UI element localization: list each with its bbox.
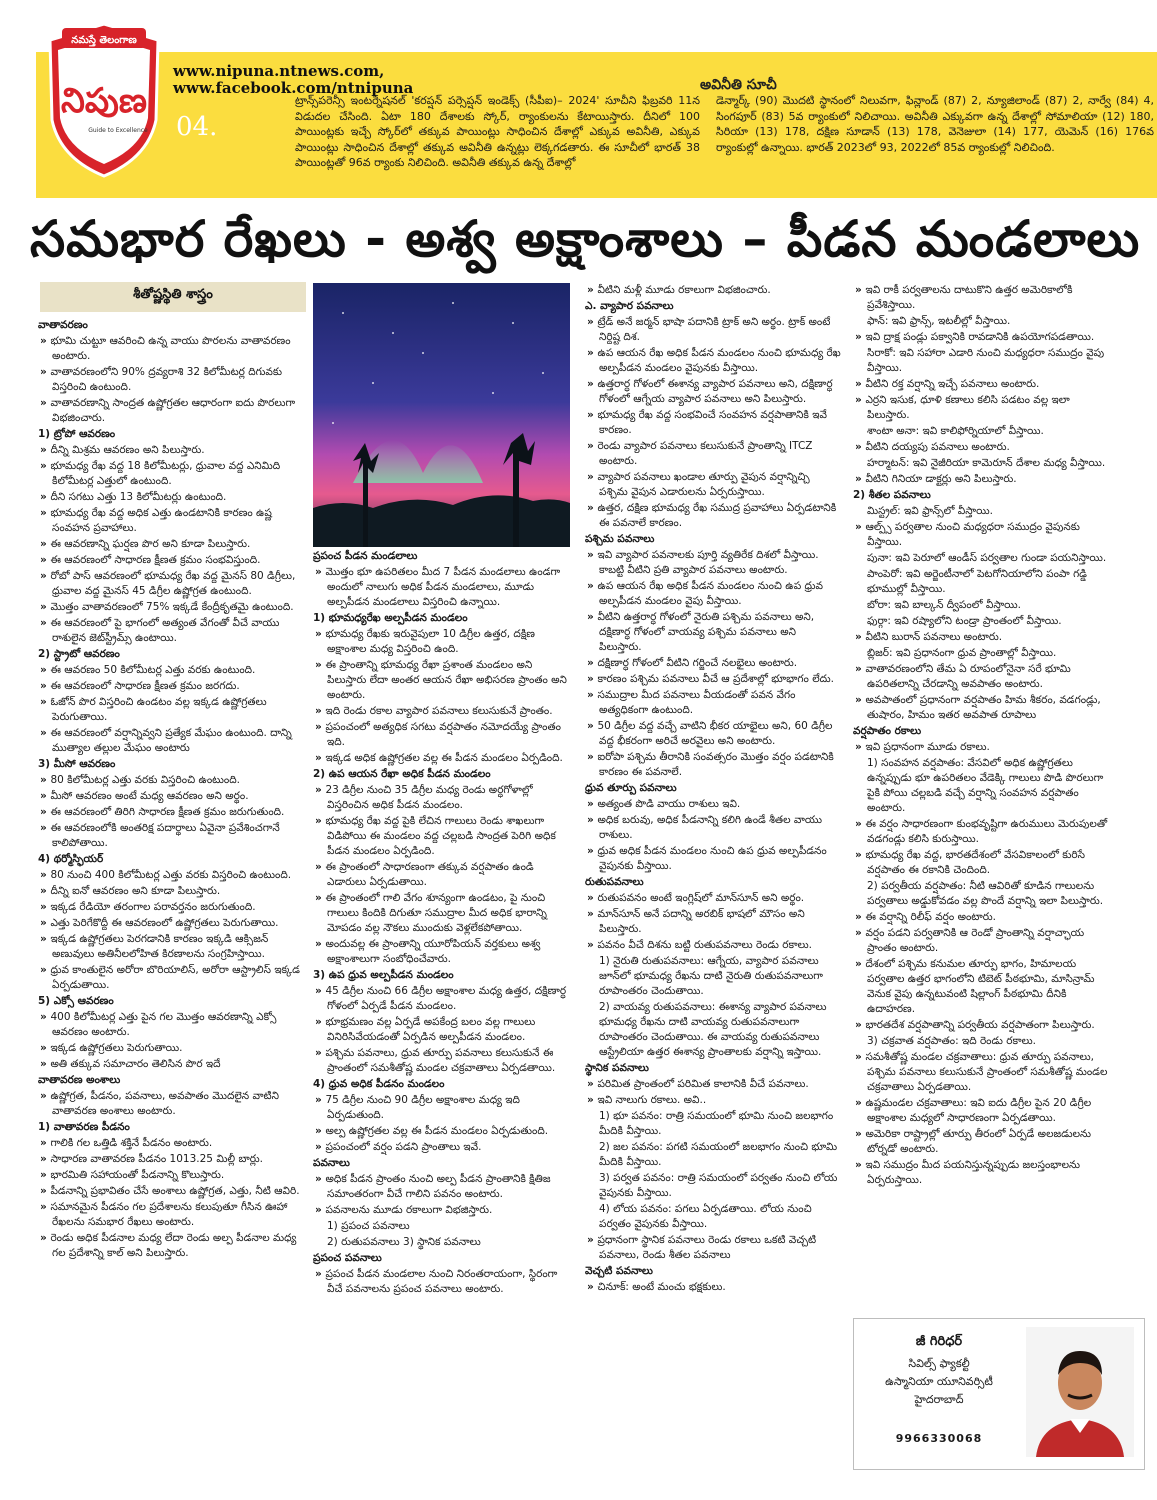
website-url[interactable]: www.nipuna.ntnews.com, (173, 62, 385, 80)
bullet-item: » 400 కిలోమీటర్ల ఎత్తు పైన గల మొత్తం ఆవరణాన్ని ఎక్సో ఆవరణం అంటారు. (38, 1010, 306, 1040)
bullet-item: » వర్షం పడని పర్వతానికి ఆ రెండో ప్రాంతాన్ని వర్షాచ్ఛాయ ప్రాంతం అంటారు. (853, 926, 1113, 956)
bullet-item: » వీటిని దయ్యపు పవనాలు అంటారు. (853, 440, 1113, 455)
author-role (854, 1355, 1024, 1409)
bullet-item: 3) చక్రవాత వర్షపాతం: ఇది రెండు రకాలు. (867, 1035, 1036, 1047)
column-1 (38, 317, 306, 1261)
bullet-item: 2) రుతుపవనాలు 3) స్థానిక పవనాలు (327, 1236, 481, 1248)
bullet-item: » ఈ ప్రాంతంలో గాలి వేగం శూన్యంగా ఉండటం, పై నుంచి గాలులు కిందికి దిగుతూ సముద్రాల మీద అధిక భారాన్ని మోపడం వల్ల నౌకలు ముందుకు వెళ్లలేకపోతాయి. (313, 891, 569, 936)
subheading: ప్రపంచ పీడన మండలాలు (313, 550, 418, 562)
author-role-2: ఉస్మానియా యూనివర్సిటీ (885, 1375, 993, 1388)
subheading: 4) థర్మోస్ఫియర్ (38, 853, 104, 865)
bullet-item: » వాతావరణంలోని తేమ ఏ రూపంలోనైనా సరే భూమి ఉపరితలాన్ని చేరడాన్ని అవపాతం అంటారు. (853, 662, 1113, 692)
bullet-item: » 80 నుంచి 400 కిలోమీటర్ల ఎత్తు వరకు విస్తరించి ఉంటుంది. (38, 868, 306, 883)
bullet-item: » 23 డిగ్రీల నుంచి 35 డిగ్రీల మధ్య రెండు అర్ధగోళాల్లో విస్తరించిన అధిక పీడన మండలం. (313, 783, 569, 813)
bullet-item: » భారతదేశ వర్షపాతాన్ని పర్వతీయ వర్షపాతంగా పిలుస్తారు. (853, 1018, 1113, 1033)
bullet-item: » ఈ ఆవరణంలో తిరిగి సాధారణ క్షీణత క్రమం జరుగుతుంది. (38, 805, 306, 820)
bullet-item: » ఈ ప్రాంతాన్ని భూమధ్య రేఖా ప్రశాంత మండలం అని పిలుస్తారు లేదా అంతర ఆయన రేఖా అభిసరణ ప్రాంతం అని అంటారు. (313, 658, 569, 703)
bullet-item: » ఇవి రాకీ పర్వతాలను దాటుకొని ఉత్తర అమెరికాలోకి ప్రవేశిస్తాయి. (853, 283, 1113, 313)
bullet-item: » ఉత్తర, దక్షిణ భూమధ్య రేఖ సముద్ర ప్రవాహాలు ఏర్పడటానికి ఈ పవనాలే కారణం. (585, 501, 841, 531)
subheading: పశ్చిమ పవనాలు (585, 533, 655, 545)
nipuna-logo (44, 20, 164, 180)
bullet-item: » ఎర్రని ఇసుక, ధూళి కణాలు కలిసి పడటం వల్ల ఇలా పిలుస్తారు. (853, 393, 1113, 423)
author-name: జీ గిరిధర్ (915, 1334, 963, 1349)
bullet-item: » ఉష్ణమండల చక్రవాతాలు: ఇవి ఐదు డిగ్రీల పైన 20 డిగ్రీల అక్షాంశాల మధ్యలో సాధారణంగా ఏర్పడతాయి. (853, 1096, 1113, 1126)
bullet-item: శాంటా అనా: ఇవి కాలిఫోర్నియాలో వీస్తాయి. (867, 425, 1044, 437)
bullet-item: » ఇక్కడ ఉష్ణోగ్రతలు పెరగడానికి కారణం ఇక్కడి ఆక్సిజన్ అణువులు అతినీలలోహిత కిరణాలను సంగ్రహిస్తాయి. (38, 932, 306, 962)
shield-logo-icon (44, 20, 164, 180)
bullet-item: » భూభ్రమణం వల్ల ఏర్పడే అపకేంద్ర బలం వల్ల గాలులు వినిరిసివేయడంతో ఏర్పడిన అల్పపీడన మండలం. (313, 1015, 569, 1045)
author-photo (1026, 1327, 1134, 1457)
bullet-item: » ఎత్తు పెరిగేకొద్దీ ఈ ఆవరణంలో ఉష్ణోగ్రతలు పెరుగుతాయి. (38, 916, 306, 931)
bullet-item: » ప్రపంచ పీడన మండలాల నుంచి నిరంతరాయంగా, స్థిరంగా వీచే పవనాలను ప్రపంచ పవనాలు అంటారు. (313, 1267, 569, 1297)
bullet-item: మిస్ట్రల్: ఇవి ఫ్రాన్స్‌లో వీస్తాయి. (867, 505, 993, 517)
bullet-item: » వీటిని రక్త వర్షాన్ని ఇచ్చే పవనాలు అంటారు. (853, 377, 1113, 392)
bullet-item: » వీటిని మళ్లీ మూడు రకాలుగా విభజించారు. (585, 283, 841, 298)
bullet-item: » ఇక్కడ రేడియో తరంగాల పరావర్తనం జరుగుతుంది. (38, 900, 306, 915)
subheading: వాతావరణ అంశాలు (38, 1074, 121, 1086)
bullet-item: 3) పర్వత పవనం: రాత్రి సమయంలో పర్వతం నుంచి లోయ వైపునకు వీస్తాయి. (599, 1172, 838, 1199)
bullet-item: » రెండు అధిక పీడనాల మధ్య లేదా రెండు అల్ప పీడనాల మధ్య గల ప్రదేశాన్ని కాల్ అని పిలుస్తారు. (38, 1231, 306, 1261)
subheading: వెచ్చటి పవనాలు (585, 1265, 653, 1277)
bullet-item: » అతి తక్కువ సమాచారం తెలిసిన పొర ఇదే (38, 1057, 306, 1072)
bullet-item: హర్మాటన్: ఇవి నైజీరియా కామెరూన్ దేశాల మధ్య వీస్తాయి. (867, 457, 1106, 469)
section-title: శీతోష్ణస్థితి శాస్త్రం (133, 287, 213, 302)
bullet-item: » సాధారణ వాతావరణ పీడనం 1013.25 మిల్లీ బార్లు. (38, 1152, 306, 1167)
bullet-item: » గాలికి గల ఒత్తిడి శక్తినే పీడనం అంటారు. (38, 1136, 306, 1151)
bullet-item: » అధిక పీడన ప్రాంతం నుంచి అల్ప పీడన ప్రాంతానికి క్షితిజ సమాంతరంగా వీచే గాలిని పవనం అంటారు. (313, 1172, 569, 1202)
subheading: 4) ధ్రువ అధిక పీడనం మండలం (313, 1078, 445, 1090)
bullet-item: » భూమధ్య రేఖ వద్ద, భారతదేశంలో వేసవికాలంలో కురిసే వర్షపాతం ఈ రకానికి చెందింది. (853, 848, 1113, 878)
bullet-item: » భూమధ్య రేఖకు ఇరువైపులా 10 డిగ్రీల ఉత్తర, దక్షిణ అక్షాంశాల మధ్య విస్తరించి ఉంది. (313, 627, 569, 657)
bullet-item: » 75 డిగ్రీల నుంచి 90 డిగ్రీల అక్షాంశాల మధ్య ఇది ఏర్పడుతుంది. (313, 1093, 569, 1123)
bullet-item: » ఈ వర్షం సాధారణంగా కుంభవృష్టిగా ఉరుములు మెరుపులతో వడగండ్లు కలిసి కురుస్తాయి. (853, 817, 1113, 847)
bullet-item: 2) పర్వతీయ వర్షపాతం: నీటి ఆవిరితో కూడిన గాలులను పర్వతాలు అడ్డుకోవడం వల్ల పొందే వర్షాన్ని ఇలా పిలుస్తారు. (867, 880, 1104, 907)
bullet-item: » భూమధ్య రేఖ వద్ద పైకి లేచిన గాలులు రెండు శాఖలుగా విడిపోయి ఈ మండలం వద్ద చల్లబడి సాంద్రత పెరిగి అధిక పీడన మండలం ఏర్పడింది. (313, 814, 569, 859)
bullet-item: » మాన్‌సూన్ అనే పదాన్ని అరబిక్ భాషలో మౌసం అని పిలుస్తారు. (585, 907, 841, 937)
bullet-item: 2) జల పవనం: పగటి సమయంలో జలభాగం నుంచి భూమి మీదికి వీస్తాయి. (599, 1141, 838, 1168)
bullet-item: » రోబో పాస్ ఆవరణంలో భూమధ్య రేఖ వద్ద మైనస్ 80 డిగ్రీలు, ధ్రువాల వద్ద మైనస్ 45 డిగ్రీల ఉష్ణోగ్రత ఉంటుంది. (38, 569, 306, 599)
bullet-item: » కారణం పశ్చిమ పవనాలు వీచే ఆ ప్రదేశాల్లో భూభాగం లేదు. (585, 672, 841, 687)
bullet-item: » దీని సగటు ఎత్తు 13 కిలోమీటర్లు ఉంటుంది. (38, 490, 306, 505)
bullet-item: » ఓజోన్ పొర విస్తరించి ఉండటం వల్ల ఇక్కడ ఉష్ణోగ్రతలు పెరుగుతాయి. (38, 695, 306, 725)
author-role-3: హైదరాబాద్ (914, 1393, 964, 1406)
bullet-item: » 80 కిలోమీటర్ల ఎత్తు వరకు విస్తరించి ఉంటుంది. (38, 773, 306, 788)
bullet-item: బ్లిజర్: ఇవి ప్రధానంగా ధ్రువ ప్రాంతాల్లో వీస్తాయి. (867, 647, 1057, 659)
bullet-item: » ఉష్ణోగ్రత, పీడనం, పవనాలు, అవపాతం మొదలైన వాటిని వాతావరణ అంశాలు అంటారు. (38, 1089, 306, 1119)
bullet-item: » ప్రపంచంలో అత్యధిక సగటు వర్షపాతం నమోదయ్యే ప్రాంతం ఇది. (313, 720, 569, 750)
bullet-item: » భూమధ్య రేఖ వద్ద అధిక ఎత్తు ఉండటానికి కారణం ఉష్ణ సంవహన ప్రవాహాలు. (38, 506, 306, 536)
bullet-item: ఫుర్గా: ఇవి రష్యాలోని టండ్రా ప్రాంతంలో వీస్తాయి. (867, 615, 1062, 627)
bullet-item: » దక్షిణార్ధ గోళంలో వీటిని గర్జించే నలభైలు అంటారు. (585, 656, 841, 671)
bullet-item: » సమశీతోష్ణ మండల చక్రవాతాలు: ధ్రువ తూర్పు పవనాలు, పశ్చిమ పవనాలు కలుసుకునే ప్రాంతంలో సమశీతోష్ణ మండల చక్రవాతాలు ఏర్పడతాయి. (853, 1050, 1113, 1095)
bullet-item: » అమెరికా రాష్ట్రాల్లో తూర్పు తీరంలో ఏర్పడే అలజడులను టోర్నడో అంటారు. (853, 1127, 1113, 1157)
bullet-item: » ఇవి ప్రధానంగా మూడు రకాలు. (853, 740, 1113, 755)
subheading: పవనాలు (313, 1157, 350, 1169)
subheading: ధ్రువ తూర్పు పవనాలు (585, 782, 677, 794)
subheading: 1) భూమధ్యరేఖ అల్పపీడన మండలం (313, 612, 468, 624)
bullet-item: » ఇవి సముద్రం మీద పయనిస్తున్నప్పుడు జలస్తంభాలను ఏర్పరుస్తాయి. (853, 1158, 1113, 1188)
bullet-item: » ఈ ఆవరణంలో వర్షాన్నివ్వని ప్రత్యేక మేఘం ఉంటుంది. దాన్ని ముత్యాల తల్లుల మేఘం అంటారు (38, 726, 306, 756)
bullet-item: » పవనాలను మూడు రకాలుగా విభజిస్తారు. (313, 1203, 569, 1218)
bullet-item: » దీన్ని ఐనో ఆవరణం అని కూడా పిలుస్తారు. (38, 884, 306, 899)
cpi-box-title: అవినీతి సూచీ (700, 77, 777, 93)
bullet-item: » వీటిని ఉత్తరార్ధ గోళంలో నైరుతి పశ్చిమ పవనాలు అని, దక్షిణార్ధ గోళంలో వాయవ్య పశ్చిమ పవనాలు అని పిలుస్తారు. (585, 610, 841, 655)
bullet-item: » దేశంలో పశ్చిమ కనుమల తూర్పు భాగం, హిమాలయ పర్వతాల ఉత్తర భాగంలోని టిబెట్ పీఠభూమి, మాసిన్రామ్ వెనుక వైపు ఉన్నటువంటి షిల్లాంగ్ పీఠభూమి దీనికి ఉదాహరణ. (853, 957, 1113, 1017)
bullet-item: » ధ్రువ అధిక పీడన మండలం నుంచి ఉప ధ్రువ అల్పపీడనం వైపునకు వీస్తాయి. (585, 844, 841, 874)
tagline-text: నమస్తే తెలంగాణ (71, 35, 137, 46)
author-box (853, 1318, 1145, 1470)
bullet-item: » భారమితి సహాయంతో పీడనాన్ని కొలుస్తారు. (38, 1168, 306, 1183)
bullet-item: పునా: ఇవి పెరూలో ఆండీస్ పర్వతాల గుండా పయనిస్తాయి. (867, 552, 1107, 564)
bullet-item: » ఈ వర్షాన్ని రిలీఫ్ వర్షం అంటారు. (853, 910, 1113, 925)
subheading: 2) స్ట్రాటో ఆవరణం (38, 648, 120, 660)
bullet-item: ఫాన్: ఇవి ఫ్రాన్స్, ఇటలీల్లో వీస్తాయి. (867, 315, 1011, 327)
bullet-item: » రుతుపవనం అంటే ఇంగ్లిష్‌లో మాన్‌సూన్ అని అర్థం. (585, 891, 841, 906)
subheading: వాతావరణం (38, 319, 88, 331)
subheading: స్థానిక పవనాలు (585, 1062, 649, 1074)
bullet-item: 1) నైరుతి రుతుపవనాలు: ఆగ్నేయ, వ్యాపార పవనాలు జూన్‌లో భూమధ్య రేఖను దాటి నైరుతి రుతుపవనాలుగా రూపాంతరం చెందుతాయి. (599, 955, 823, 997)
bullet-item: » ఇవి ద్రాక్ష పండ్లు పక్వానికి రావడానికి ఉపయోగపడతాయి. (853, 330, 1113, 345)
logo-text: నిపుణ (61, 81, 147, 121)
bullet-item: » ఇది రెండు రకాల వ్యాపార పవనాలు కలుసుకునే ప్రాంతం. (313, 704, 569, 719)
bullet-item: » ఉత్తరార్ధ గోళంలో ఈశాన్య వ్యాపార పవనాలు అని, దక్షిణార్ధ గోళంలో ఆగ్నేయ వ్యాపార పవనాలు అని పిలుస్తారు. (585, 377, 841, 407)
cpi-text-right: డెన్మార్క్ (90) మొదటి స్థానంలో నిలువగా, ఫిన్లాండ్ (87) 2, న్యూజిలాండ్ (87) 2, నార్వే (84) 4, సింగపూర్ (83) 5వ ర్యాంకులో నిలిచాయి. అవినీతి ఎక్కువగా ఉన్న దేశాల్లో సోమాలియా (12) 180, సిరియా (13) 178, దక్షిణ సూడాన్ (13) 178, వెనెజులా (14) 177, యెమెన్ (16) 176వ ర్యాంకుల్లో ఉన్నాయి. భారత్ 2023లో 93, 2022లో 85వ ర్యాంకుల్లో నిలిచింది. (716, 94, 1154, 154)
bullet-item: » ఉప ఆయన రేఖ అధిక పీడన మండలం నుంచి భూమధ్య రేఖ అల్పపీడన మండలం వైపునకు వీస్తాయి. (585, 346, 841, 376)
subheading: 3) మీసో ఆవరణం (38, 758, 116, 770)
bullet-item: » 50 డిగ్రీల వద్ద వచ్చే వాటిని భీకర యాభైలు అని, 60 డిగ్రీల వద్ద భీకరంగా అరిచే అరవైలు అని అంటారు. (585, 719, 841, 749)
bullet-item: » రెండు వ్యాపార పవనాలు కలుసుకునే ప్రాంతాన్ని ITCZ అంటారు. (585, 439, 841, 469)
bullet-item: » ఆల్ప్స్ పర్వతాల నుంచి మధ్యధరా సముద్రం వైపునకు వీస్తాయి. (853, 520, 1113, 550)
column-2 (313, 548, 569, 1297)
bullet-item: సిరాకో: ఇవి సహారా ఎడారి నుంచి మధ్యధరా సముద్రం వైపు వీస్తాయి. (867, 347, 1105, 374)
bullet-item: » భూమధ్య రేఖ వద్ద సంభవించే సంవహన వర్షపాతానికి ఇవే కారణం. (585, 408, 841, 438)
aurora-photo-icon (313, 283, 570, 547)
bullet-item: బోరా: ఇవి బాల్కన్ ద్వీపంలో వీస్తాయి. (867, 599, 1021, 611)
subheading: రుతుపవనాలు (585, 876, 644, 888)
headline: సమభార రేఖలు - అశ్వ అక్షాంశాలు – పీడన మండలాలు (30, 210, 1141, 268)
bullet-item: » ఐరోపా పశ్చిమ తీరానికి సంవత్సరం మొత్తం వర్షం పడటానికి కారణం ఈ పవనాలే. (585, 750, 841, 780)
bullet-item: » ఈ ఆవరణాన్ని ఘర్షణ పొర అని కూడా పిలుస్తారు. (38, 537, 306, 552)
subheading: వర్షపాతం రకాలు (853, 725, 922, 737)
column-3 (585, 282, 841, 1295)
logo-sub-text: Guide to Excellence (88, 127, 148, 134)
bullet-item: 1) సంవహన వర్షపాతం: వేసవిలో అధిక ఉష్ణోగ్రతలు ఉన్నప్పుడు భూ ఉపరితలం వేడెక్కి గాలులు పొడి పొరలుగా పైకి పోయి చల్లబడి వచ్చే వర్షాన్ని సంవహన వర్షపాతం అంటారు. (867, 757, 1104, 814)
bullet-item: » ఇవి వ్యాపార పవనాలకు పూర్తి వ్యతిరేక దిశలో వీస్తాయి. కాబట్టి వీటిని ప్రతి వ్యాపార పవనాలు అంటారు. (585, 548, 841, 578)
subheading: ప్రపంచ పవనాలు (313, 1252, 382, 1264)
author-portrait-icon (1026, 1327, 1134, 1457)
aurora-photo (313, 283, 570, 547)
bullet-item: » ఈ ఆవరణం 50 కిలోమీటర్ల ఎత్తు వరకు ఉంటుంది. (38, 663, 306, 678)
bullet-item: » ట్రేడ్ అనే జర్మన్ భాషా పదానికి ట్రాక్ అని అర్థం. ట్రాక్ అంటే నిర్దిష్ట దిశ. (585, 315, 841, 345)
bullet-item: 4) లోయ పవనం: పగలు ఏర్పడతాయి. లోయ నుంచి పర్వతం వైపునకు వీస్తాయి. (599, 1203, 812, 1230)
bullet-item: » పరిమిత ప్రాంతంలో పరిమిత కాలానికి వీచే పవనాలు. (585, 1077, 841, 1092)
bullet-item: » మొత్తం వాతావరణంలో 75% ఇక్కడే కేంద్రీకృతమై ఉంటుంది. (38, 600, 306, 615)
subheading: 2) శీతల పవనాలు (853, 489, 931, 501)
bullet-item: » వీటిని బురాన్ పవనాలు అంటారు. (853, 630, 1113, 645)
urls (173, 63, 413, 97)
bullet-item: » ఉప ఆయన రేఖ అధిక పీడన మండలం నుంచి ఉప ధ్రువ అల్పపీడన మండలం వైపు వీస్తాయి. (585, 579, 841, 609)
subheading: 2) ఉప ఆయన రేఖా అధిక పీడన మండలం (313, 768, 491, 780)
bullet-item: » అందువల్ల ఈ ప్రాంతాన్ని యూరోపియన్ వర్తకులు అశ్వ అక్షాంశాలుగా సంబోధించేవారు. (313, 937, 569, 967)
bullet-item: » ప్రపంచంలో వర్షం పడని ప్రాంతాలు ఇవే. (313, 1140, 569, 1155)
bullet-item: 1) భూ పవనం: రాత్రి సమయంలో భూమి నుంచి జలభాగం మీదికి వీస్తాయి. (599, 1110, 834, 1137)
bullet-item: » భూమి చుట్టూ ఆవరించి ఉన్న వాయు పొరలను వాతావరణం అంటారు. (38, 334, 306, 364)
bullet-item: » పశ్చిమ పవనాలు, ధ్రువ తూర్పు పవనాలు కలుసుకునే ఈ ప్రాంతంలో సమశీతోష్ణ మండల చక్రవాతాలు ఏర్పడతాయి. (313, 1046, 569, 1076)
bullet-item: » ఇక్కడ ఉష్ణోగ్రతలు పెరుగుతాయి. (38, 1041, 306, 1056)
subheading: 1) ట్రోపో ఆవరణం (38, 428, 116, 440)
bullet-item: 2) వాయవ్య రుతుపవనాలు: ఈశాన్య వ్యాపార పవనాలు భూమధ్య రేఖను దాటి వాయవ్య రుతుపవనాలుగా రూపాంతరం చెందుతాయి. ఈ వాయవ్య రుతుపవనాలు ఆస్ట్రేలియా ఉత్తర ఈశాన్య ప్రాంతాలకు వర్షాన్ని ఇస్తాయి. (599, 1001, 827, 1058)
bullet-item: » అవపాతంలో ప్రధానంగా వర్షపాతం హిమ శీకరం, వడగండ్లు, తుషారం, హిమం ఇతర అవపాత రూపాలు (853, 693, 1113, 723)
bullet-item: » 45 డిగ్రీల నుంచి 66 డిగ్రీల అక్షాంశాల మధ్య ఉత్తర, దక్షిణార్ధ గోళంలో ఏర్పడే పీడన మండలం. (313, 984, 569, 1014)
bullet-item: » ఈ ఆవరణంలో పై భాగంలో అత్యంత వేగంతో వీచే వాయు రాశులైన జెట్‌స్ట్రీమ్స్ ఉంటాయి. (38, 616, 306, 646)
bullet-item: » వ్యాపార పవనాలు ఖండాల తూర్పు వైపున వర్షాన్నిచ్చి పశ్చిమ వైపున ఎడారులను ఏర్పరుస్తాయి. (585, 470, 841, 500)
bullet-item: » ఈ ఆవరణంలో సాధారణ క్షీణత క్రమం సంభవిస్తుంది. (38, 553, 306, 568)
issue-number: 04. (176, 112, 218, 142)
author-role-1: సివిల్స్ ఫ్యాకల్టీ (908, 1357, 970, 1370)
bullet-item: » అధిక బరువు, అధిక పీడనాన్ని కలిగి ఉండే శీతల వాయు రాశులు. (585, 813, 841, 843)
bullet-item: పాంపెరో: ఇవి అర్జెంటీనాలో పెటగోనియాలోని పంపా గడ్డి భూముల్లో వీస్తాయి. (867, 568, 1087, 595)
subheading: 1) వాతావరణ పీడనం (38, 1121, 130, 1133)
bullet-item: » ఈ ఆవరణంలో సాధారణ క్షీణత క్రమం జరగదు. (38, 679, 306, 694)
bullet-item: » సముద్రాల మీద పవనాలు వీయడంతో పవన వేగం అత్యధికంగా ఉంటుంది. (585, 688, 841, 718)
bullet-item: » మొత్తం భూ ఉపరితలం మీద 7 పీడన మండలాలు ఉండగా అందులో నాలుగు అధిక పీడన మండలాలు, మూడు అల్పపీడన మండలాలు విస్తరించి ఉన్నాయి. (313, 565, 569, 610)
bullet-item: » ప్రధానంగా స్థానిక పవనాలు రెండు రకాలు ఒకటి వెచ్చటి పవనాలు, రెండు శీతల పవనాలు (585, 1233, 841, 1263)
author-phone: 9966330068 (895, 1432, 983, 1445)
bullet-item: » ఇక్కడ అధిక ఉష్ణోగ్రతల వల్ల ఈ పీడన మండలం ఏర్పడింది. (313, 751, 569, 766)
bullet-item: » భూమధ్య రేఖ వద్ద 18 కిలోమీటర్లు, ధ్రువాల వద్ద ఎనిమిది కిలోమీటర్ల ఎత్తులో ఉంటుంది. (38, 459, 306, 489)
bullet-item: » చినూక్: అంటే మంచు భక్షకులు. (585, 1280, 841, 1295)
bullet-item: » ఈ ప్రాంతంలో సాధారణంగా తక్కువ వర్షపాతం ఉండి ఎడారులు ఏర్పడుతాయి. (313, 860, 569, 890)
subheading: 3) ఉప ధ్రువ అల్పపీడన మండలం (313, 969, 454, 981)
bullet-item: » మీసో ఆవరణం అంటే మధ్య ఆవరణం అని అర్థం. (38, 789, 306, 804)
bullet-item: » వాతావరణాన్ని సాంద్రత ఉష్ణోగ్రతల ఆధారంగా ఐదు పొరలుగా విభజించారు. (38, 396, 306, 426)
bullet-item: » పీడనాన్ని ప్రభావితం చేసే అంశాలు ఉష్ణోగ్రత, ఎత్తు, నీటి ఆవిరి. (38, 1184, 306, 1199)
column-4 (853, 282, 1113, 1188)
subheading: 5) ఎక్సో ఆవరణం (38, 995, 114, 1007)
bullet-item: 1) ప్రపంచ పవనాలు (327, 1220, 410, 1232)
bullet-item: » ఇవి నాలుగు రకాలు. అవి.. (585, 1093, 841, 1108)
bullet-item: » దీన్ని మిశ్రమ ఆవరణం అని పిలుస్తారు. (38, 443, 306, 458)
bullet-item: » పవనం వీచే దిశను బట్టి రుతుపవనాలు రెండు రకాలు. (585, 938, 841, 953)
cpi-text-left: ట్రాన్స్‌పరెన్సీ ఇంటర్నేషనల్ 'కరప్షన్ పర్సెప్షన్ ఇండెక్స్ (సీపీఐ)– 2024' సూచీని ఫిబ్రవరి 11న విడుదల చేసింది. ఏటా 180 దేశాలకు స్కోర్, ర్యాంకులను కేటాయిస్తారు. దీనిలో 100 పాయింట్లకు ఇచ్చే స్కోర్‌లో తక్కువ పాయింట్లు సాధించిన దేశాల్లో ఎక్కువ అవినీతి, ఎక్కువ పాయింట్లు సాధించిన దేశాల్లో తక్కువ అవినీతి ఉన్నట్లు లెక్కగడతారు. ఈ సూచీలో భారత్ 38 పాయింట్లతో 96వ ర్యాంకు నిలిచింది. అవినీతి తక్కువ ఉన్న దేశాల్లో (295, 94, 700, 170)
subheading: ఎ. వ్యాపార పవనాలు (585, 300, 674, 312)
bullet-item: » ధ్రువ కాంతులైన అరోరా బొరియాలిస్, అరోరా ఆస్ట్రాలిస్ ఇక్కడ ఏర్పడుతాయి. (38, 963, 306, 993)
bullet-item: » అల్ప ఉష్ణోగ్రతల వల్ల ఈ పీడన మండలం ఏర్పడుతుంది. (313, 1124, 569, 1139)
bullet-item: » అత్యంత పొడి వాయు రాశులు ఇవి. (585, 797, 841, 812)
facebook-url[interactable]: www.facebook.com/ntnipuna (173, 79, 414, 97)
bullet-item: » ఈ ఆవరణంలోకి అంతరిక్ష పదార్థాలు ఏవైనా ప్రవేశించగానే కాలిపోతాయి. (38, 821, 306, 851)
bullet-item: » సమానమైన పీడనం గల ప్రదేశాలను కలుపుతూ గీసిన ఊహా రేఖలను సమభార రేఖలు అంటారు. (38, 1200, 306, 1230)
bullet-item: » వాతావరణంలోని 90% ద్రవ్యరాశి 32 కిలోమీటర్ల దిగువకు విస్తరించి ఉంటుంది. (38, 365, 306, 395)
bullet-item: » వీటిని గినియా డాక్టర్లు అని పిలుస్తారు. (853, 472, 1113, 487)
